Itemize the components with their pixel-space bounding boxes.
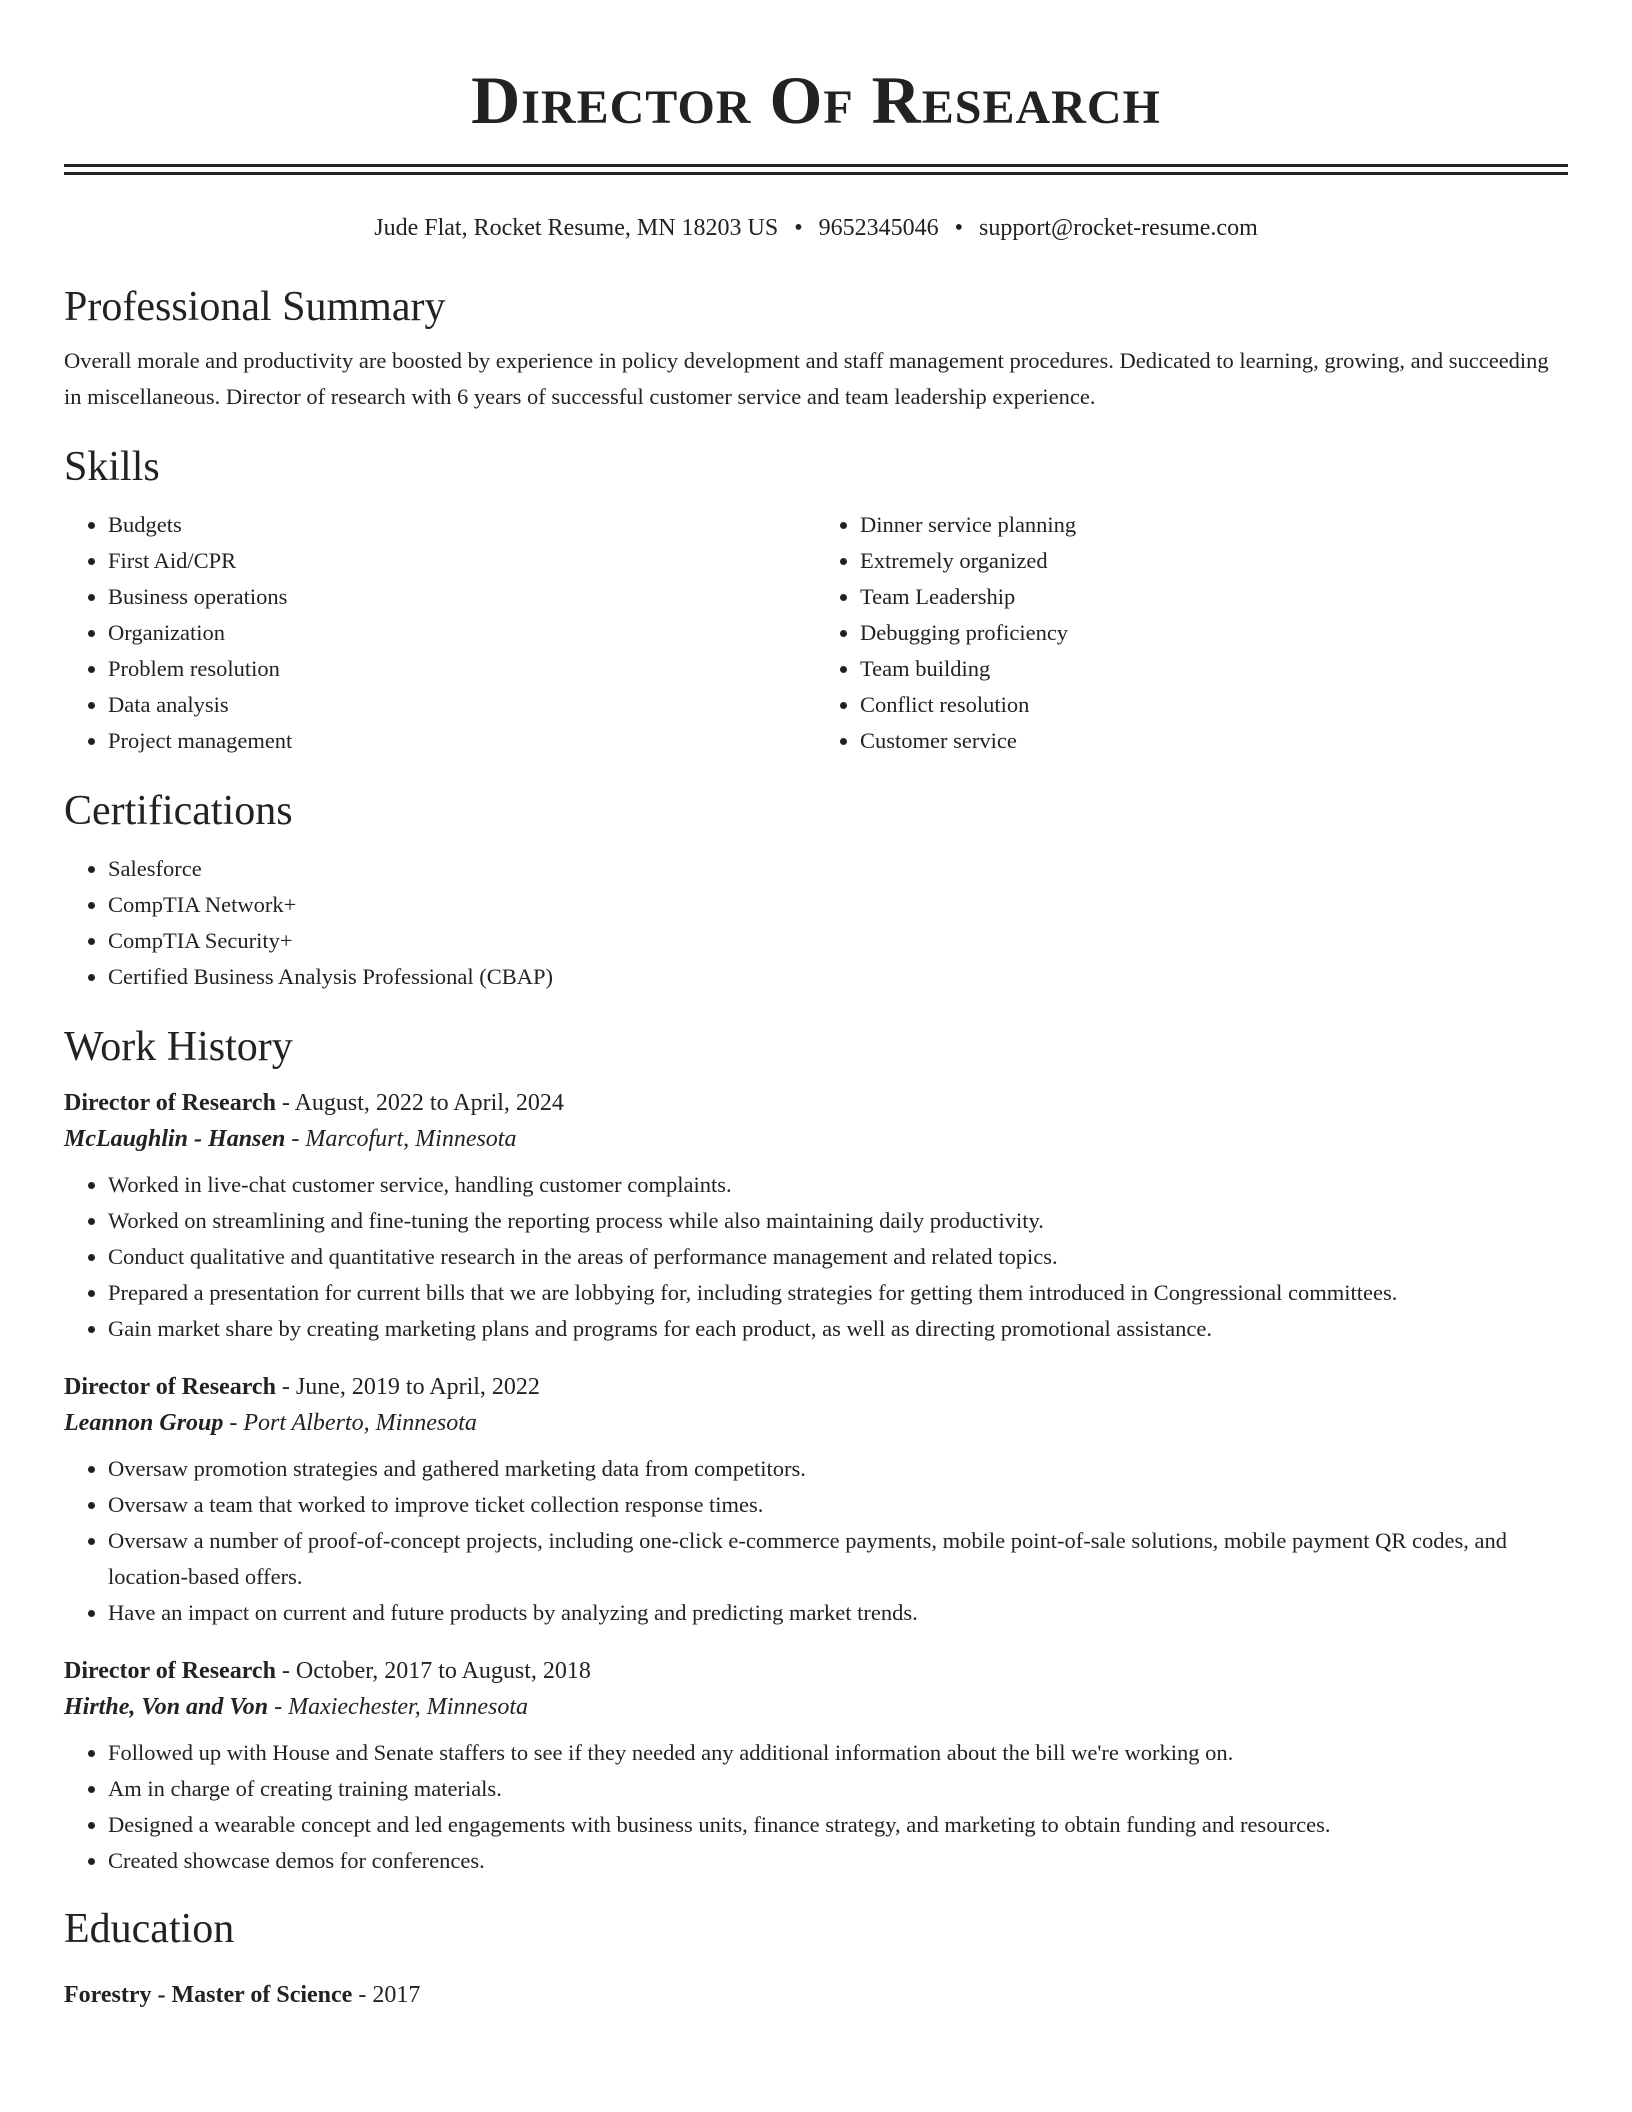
job-dates: - June, 2019 to April, 2022 — [275, 1374, 540, 1400]
resume-title: Director Of Research — [471, 62, 1161, 138]
job-entry — [64, 1087, 1568, 1347]
skill-item: • Data analysis — [108, 687, 816, 723]
job-title-line — [64, 1087, 1568, 1119]
job-company: Leannon Group — [64, 1410, 224, 1436]
job-dates: - October, 2017 to August, 2018 — [275, 1658, 591, 1684]
job-bullet: • Worked in live-chat customer service, handling customer complaints. — [108, 1167, 1568, 1203]
job-bullet: • Created showcase demos for conferences. — [108, 1843, 1568, 1879]
skill-item: • Conflict resolution — [860, 687, 1568, 723]
skill-item: • First Aid/CPR — [108, 543, 816, 579]
job-bullets — [64, 1451, 1568, 1631]
skill-item: • Problem resolution — [108, 651, 816, 687]
contact-address: Jude Flat, Rocket Resume, MN 18203 US — [374, 215, 779, 241]
job-company: Hirthe, Von and Von — [64, 1694, 269, 1720]
education-degree: Forestry - Master of Science — [64, 1982, 353, 2008]
job-bullet: • Gain market share by creating marketing plans and programs for each product, as well as directing promotional assistance. — [108, 1311, 1568, 1347]
skills-list-right — [816, 507, 1568, 759]
skill-item: • Organization — [108, 615, 816, 651]
job-bullet: • Oversaw a number of proof-of-concept projects, including one-click e-commerce payments, mobile point-of-sale solutions, mobile payment QR codes, and location-based offers. — [108, 1523, 1568, 1595]
job-title-line — [64, 1371, 1568, 1403]
job-bullet: • Conduct qualitative and quantitative research in the areas of performance management and related topics. — [108, 1239, 1568, 1275]
job-dates: - August, 2022 to April, 2024 — [275, 1090, 564, 1116]
certification-item: • Certified Business Analysis Professional (CBAP) — [108, 959, 1568, 995]
job-bullet: • Designed a wearable concept and led engagements with business units, finance strategy, and marketing to obtain funding and resources. — [108, 1807, 1568, 1843]
skill-item: • Customer service — [860, 723, 1568, 759]
job-entry — [64, 1655, 1568, 1879]
skill-item: • Project management — [108, 723, 816, 759]
contact-phone: 9652345046 — [818, 215, 939, 241]
certification-item: • CompTIA Network+ — [108, 887, 1568, 923]
job-company-line — [64, 1119, 1568, 1159]
education-year: - 2017 — [352, 1982, 421, 2008]
job-bullet: • Worked on streamlining and fine-tuning the reporting process while also maintaining daily productivity. — [108, 1203, 1568, 1239]
job-location: - Port Alberto, Minnesota — [223, 1410, 477, 1436]
skills-columns — [64, 493, 1568, 759]
skill-item: • Business operations — [108, 579, 816, 615]
skill-item: • Dinner service planning — [860, 507, 1568, 543]
job-title-line — [64, 1655, 1568, 1687]
contact-separator: • — [954, 215, 964, 241]
job-bullet: • Am in charge of creating training materials. — [108, 1771, 1568, 1807]
job-location: - Marcofurt, Minnesota — [285, 1126, 517, 1152]
job-bullet: • Oversaw promotion strategies and gathered marketing data from competitors. — [108, 1451, 1568, 1487]
skill-item: • Team building — [860, 651, 1568, 687]
skill-item: • Team Leadership — [860, 579, 1568, 615]
certifications-heading: Certifications — [64, 788, 293, 834]
skill-item: • Debugging proficiency — [860, 615, 1568, 651]
job-bullet: • Prepared a presentation for current bills that we are lobbying for, including strategies for getting them introduced in Congressional committees. — [108, 1275, 1568, 1311]
job-title: Director of Research — [64, 1658, 276, 1684]
certifications-list — [64, 851, 1568, 995]
job-company-line — [64, 1687, 1568, 1727]
job-entry — [64, 1371, 1568, 1631]
contact-email[interactable]: support@rocket-resume.com — [979, 215, 1258, 241]
skill-item: • Budgets — [108, 507, 816, 543]
certification-item: • Salesforce — [108, 851, 1568, 887]
job-bullet: • Have an impact on current and future products by analyzing and predicting market trends. — [108, 1595, 1568, 1631]
certification-item: • CompTIA Security+ — [108, 923, 1568, 959]
job-title: Director of Research — [64, 1374, 276, 1400]
education-entry — [64, 1979, 1568, 2011]
skills-heading: Skills — [64, 444, 160, 490]
job-title: Director of Research — [64, 1090, 276, 1116]
job-bullet: • Followed up with House and Senate staffers to see if they needed any additional information about the bill we're working on. — [108, 1735, 1568, 1771]
contact-separator: • — [794, 215, 803, 241]
job-location: - Maxiechester, Minnesota — [268, 1694, 529, 1720]
header-rule-bottom — [64, 172, 1568, 175]
skills-list-left — [64, 507, 816, 759]
job-bullets — [64, 1735, 1568, 1879]
resume-content — [64, 0, 1568, 2011]
job-bullet: • Oversaw a team that worked to improve ticket collection response times. — [108, 1487, 1568, 1523]
job-company-line — [64, 1403, 1568, 1443]
summary-heading: Professional Summary — [64, 284, 446, 330]
contact-line — [64, 213, 1568, 243]
education-heading: Education — [64, 1906, 235, 1952]
job-bullets — [64, 1167, 1568, 1347]
work-history-heading: Work History — [64, 1024, 293, 1070]
job-company: McLaughlin - Hansen — [64, 1126, 286, 1152]
skill-item: • Extremely organized — [860, 543, 1568, 579]
summary-text: Overall morale and productivity are boosted by experience in policy development and staff management procedures. Dedicated to learning, growing, and succeeding in miscellaneous. Director of research with 6 years of successful customer service and team leadership experience. — [64, 348, 1549, 409]
